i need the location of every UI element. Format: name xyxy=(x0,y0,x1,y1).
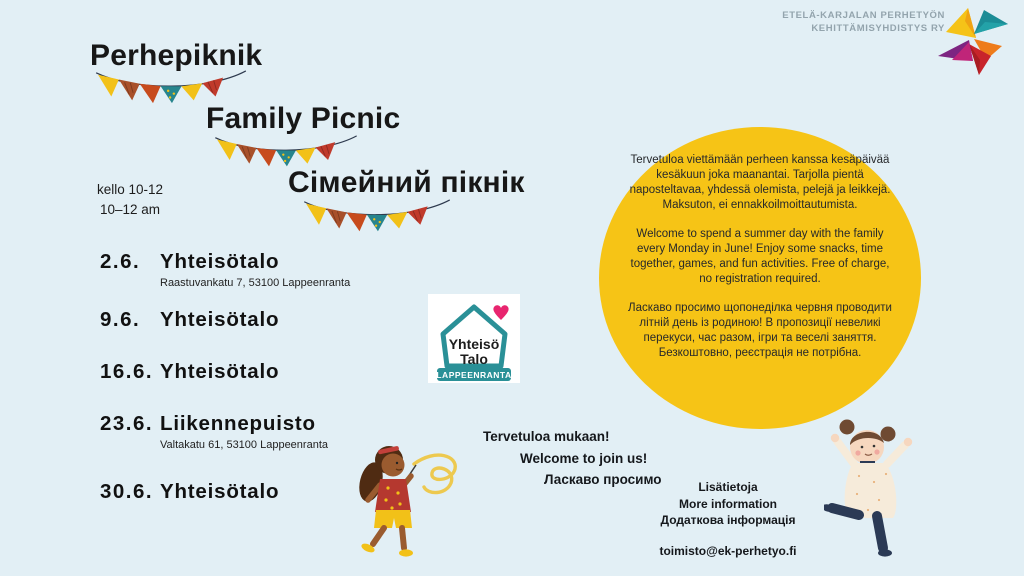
bunting-garland-icon xyxy=(213,135,359,169)
schedule-place: Yhteisötalo xyxy=(160,308,280,331)
venue-logo-banner: LAPPEENRANTA xyxy=(436,370,512,380)
venue-logo xyxy=(428,294,520,386)
description-ukrainian: Ласкаво просимо щопонеділка червня проводити літній день із родиною! В пропозиції невеликі перекуси, час разом, ігри та веселі заняття. Безкоштовно, реєстрація не потрібна. xyxy=(628,302,892,359)
info-ukrainian: Додаткова інформація xyxy=(660,513,796,527)
schedule-row xyxy=(100,308,279,332)
schedule-date: 30.6. xyxy=(100,480,154,503)
title-english: Family Picnic xyxy=(206,102,401,135)
welcome-finnish: Tervetuloa mukaan! xyxy=(483,429,610,444)
schedule-row xyxy=(100,250,350,289)
schedule-place: Yhteisötalo xyxy=(160,360,280,383)
event-time-fi: kello 10-12 xyxy=(97,182,164,197)
schedule-date: 2.6. xyxy=(100,250,141,273)
info-block xyxy=(645,479,811,559)
venue-logo-line1: Yhteisö xyxy=(448,336,500,352)
schedule-row xyxy=(100,360,279,384)
event-time xyxy=(97,180,163,220)
org-name-line1: ETELÄ-KARJALAN PERHETYÖN xyxy=(782,10,945,21)
event-time-en: 10–12 am xyxy=(100,202,161,217)
welcome-ukrainian: Ласкаво просимо xyxy=(544,472,662,487)
schedule-place: Liikennepuisto xyxy=(160,412,316,435)
schedule-date: 9.6. xyxy=(100,308,141,331)
info-finnish: Lisätietoja xyxy=(698,480,758,494)
pinwheel-icon xyxy=(938,8,1008,75)
org-name-line2: KEHITTÄMISYHDISTYS RY xyxy=(811,23,945,34)
welcome-english: Welcome to join us! xyxy=(520,451,648,466)
info-english: More information xyxy=(679,496,777,511)
schedule-date: 23.6. xyxy=(100,412,154,435)
description-english: Welcome to spend a summer day with the family every Monday in June! Enjoy some snacks, time together, games, and fun activities. Free of charge, no registration required. xyxy=(630,228,890,285)
description-finnish: Tervetuloa viettämään perheen kanssa kesäpäivää kesäkuun joka maanantai. Tarjolla pientä naposteltavaa, yhdessä olemista, pelejä ja leikkejä. Maksuton, ei ennakkoilmoittautumista. xyxy=(629,154,891,211)
title-ukrainian: Сімейний пікнік xyxy=(288,166,525,199)
dancing-girl-illustration xyxy=(824,416,939,558)
bunting-garland-icon xyxy=(92,70,250,106)
schedule-place: Yhteisötalo xyxy=(160,480,280,503)
girl-with-ribbon-illustration xyxy=(356,438,471,570)
schedule-place: Yhteisötalo xyxy=(160,250,280,273)
bunting-garland-icon xyxy=(302,199,452,234)
schedule-date: 16.6. xyxy=(100,360,154,383)
contact-email: toimisto@ek-perhetyo.fi xyxy=(659,543,797,558)
title-finnish: Perhepiknik xyxy=(90,39,263,72)
schedule-row xyxy=(100,480,279,504)
org-name xyxy=(782,9,945,35)
schedule-address: Raastuvankatu 7, 53100 Lappeenranta xyxy=(160,277,351,289)
description-circle xyxy=(599,127,921,429)
venue-logo-line2: Talo xyxy=(460,351,488,367)
schedule-address: Valtakatu 61, 53100 Lappeenranta xyxy=(160,439,328,451)
schedule-row xyxy=(100,412,328,451)
